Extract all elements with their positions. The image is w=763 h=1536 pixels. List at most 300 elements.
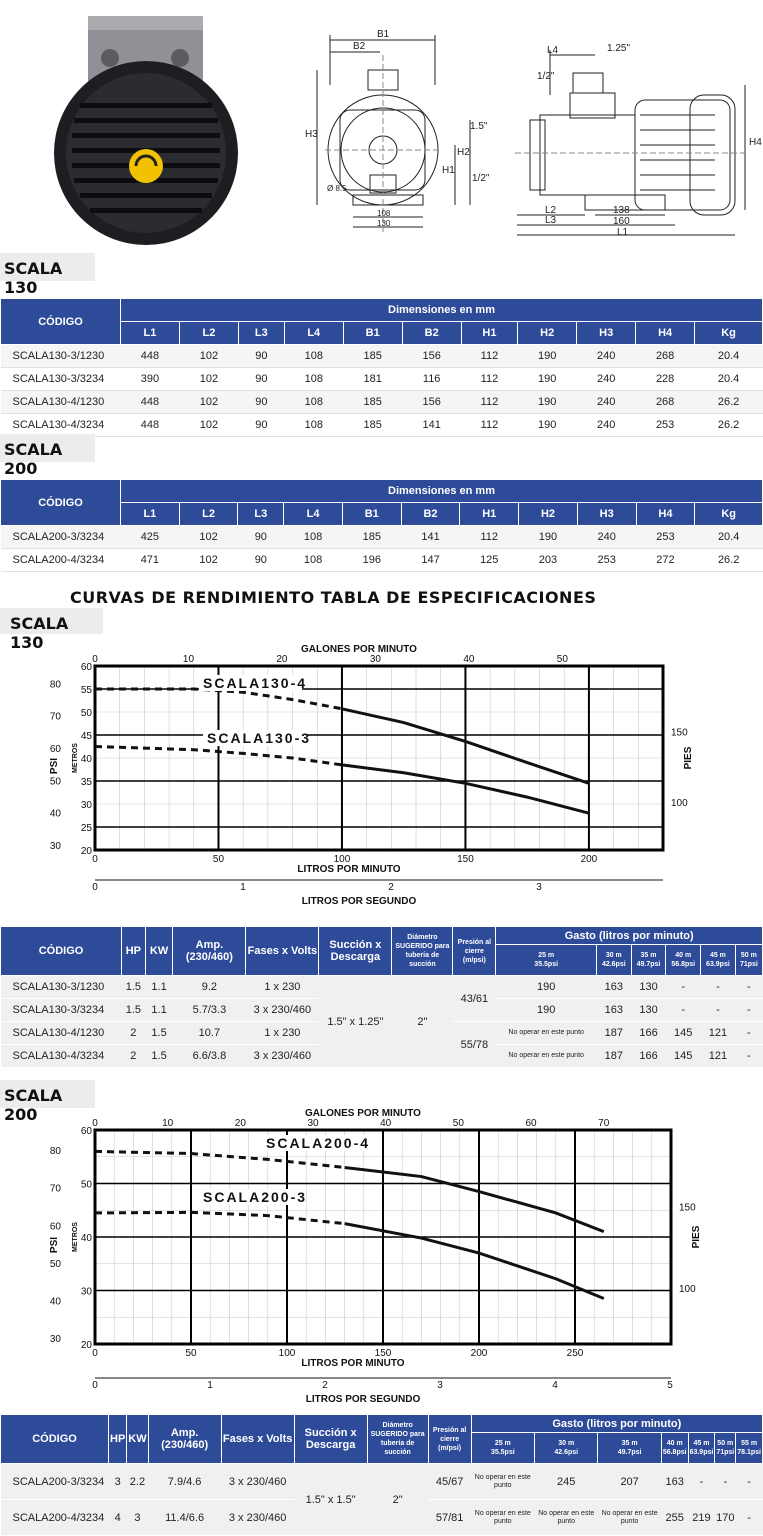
- row-kw: 2.2: [127, 1464, 148, 1500]
- spec200-fases-header: Fases x Volts: [221, 1415, 294, 1464]
- row-presion: 43/61: [453, 976, 496, 1022]
- series-label: SCALA130-4: [203, 675, 308, 691]
- row-gasto: 130: [631, 976, 666, 999]
- gpm-tick-label: 50: [556, 654, 568, 665]
- dim130-col-h2: H2: [518, 322, 577, 345]
- x-tick-label: 150: [374, 1348, 392, 1359]
- row-value: 240: [577, 526, 636, 549]
- gasto-col-meters: 55 m: [741, 1440, 758, 1447]
- row-value: 185: [343, 345, 402, 368]
- row-value: 102: [179, 391, 238, 414]
- row-value: 102: [179, 368, 238, 391]
- dim130-col-h3: H3: [577, 322, 636, 345]
- row-gasto: No operar en este punto: [598, 1500, 661, 1536]
- row-value: 112: [461, 368, 518, 391]
- spec200-gasto-col: [598, 1433, 661, 1464]
- row-presion: 57/81: [428, 1500, 471, 1536]
- spec130-presion-header: Presión al cierre (m/psi): [453, 927, 496, 976]
- row-gasto: 190: [496, 976, 597, 999]
- lps-tick-label: 3: [536, 882, 542, 893]
- row-value: 185: [343, 391, 402, 414]
- row-kw: 3: [127, 1500, 148, 1536]
- dim130-col-h1: H1: [461, 322, 518, 345]
- metros-tick-label: 25: [80, 823, 92, 834]
- lps-axis-label: LITROS POR SEGUNDO: [301, 896, 417, 907]
- series-label: SCALA130-3: [207, 730, 312, 746]
- dim200-col-l1: L1: [121, 503, 180, 526]
- series-line-dashed: [95, 1212, 345, 1223]
- dim-d85-label: Ø 8.5: [327, 184, 347, 193]
- gasto-col-psi: 42.6psi: [601, 961, 626, 968]
- spec200-gasto-col: [736, 1433, 763, 1464]
- metros-tick-label: 45: [80, 731, 92, 742]
- gpm-tick-label: 40: [463, 654, 475, 665]
- spec200-kw-header: KW: [127, 1415, 148, 1464]
- row-gasto: -: [735, 999, 762, 1022]
- dim200-col-l3: L3: [238, 503, 284, 526]
- row-value: 90: [238, 549, 284, 572]
- table-row: [1, 368, 763, 391]
- spec130-gasto-col: [666, 945, 701, 976]
- row-value: 108: [284, 526, 343, 549]
- gasto-col-meters: 35 m: [621, 1440, 638, 1447]
- spec200-gasto-col: [535, 1433, 598, 1464]
- row-value: 108: [284, 345, 343, 368]
- row-code: SCALA200-4/3234: [1, 549, 121, 572]
- lps-tick-label: 0: [92, 882, 98, 893]
- row-value: 425: [121, 526, 180, 549]
- metros-tick-label: 40: [80, 754, 92, 765]
- series-label: SCALA200-4: [266, 1135, 371, 1151]
- row-code: SCALA200-3/3234: [1, 1464, 109, 1500]
- gasto-col-psi: 49.7psi: [636, 961, 661, 968]
- row-value: 390: [121, 368, 180, 391]
- row-value: 253: [636, 414, 695, 437]
- psi-tick-label: 40: [49, 808, 61, 820]
- gasto-col-psi: 71psi: [716, 1449, 735, 1456]
- psi-axis-label: PSI: [49, 757, 60, 775]
- lps-axis-label: LITROS POR SEGUNDO: [305, 1394, 421, 1405]
- row-code: SCALA130-4/3234: [1, 1045, 122, 1068]
- x-tick-label: 50: [212, 854, 225, 865]
- row-gasto: 121: [701, 1045, 736, 1068]
- row-gasto: -: [701, 999, 736, 1022]
- psi-tick-label: 50: [49, 1258, 61, 1270]
- row-amp: 11.4/6.6: [148, 1500, 221, 1536]
- gasto-col-meters: 35 m: [640, 952, 657, 959]
- row-code: SCALA130-3/1230: [1, 976, 122, 999]
- gasto-col-meters: 40 m: [675, 952, 692, 959]
- row-value: 156: [402, 345, 461, 368]
- x-axis-label: LITROS POR MINUTO: [301, 1358, 405, 1369]
- gpm-tick-label: 40: [380, 1118, 392, 1129]
- lps-tick-label: 5: [667, 1380, 673, 1391]
- row-gasto: 145: [666, 1045, 701, 1068]
- row-kw: 1.5: [145, 1045, 173, 1068]
- row-fases: 3 x 230/460: [246, 999, 319, 1022]
- gasto-col-psi: 71psi: [739, 961, 758, 968]
- row-value: 26.2: [695, 391, 763, 414]
- row-value: 240: [577, 391, 636, 414]
- row-value: 240: [577, 345, 636, 368]
- gasto-col-psi: 56.8psi: [662, 1449, 687, 1456]
- table-row: [1, 391, 763, 414]
- metros-tick-label: 20: [80, 1340, 92, 1351]
- row-gasto: 121: [701, 1022, 736, 1045]
- row-fases: 3 x 230/460: [221, 1500, 294, 1536]
- spec200-code-header: CÓDIGO: [1, 1415, 109, 1464]
- dim-125-label: 1.25": [607, 43, 631, 54]
- row-value: 102: [179, 414, 238, 437]
- row-value: 112: [461, 345, 518, 368]
- row-value: 90: [238, 391, 284, 414]
- gasto-col-meters: 25 m: [494, 1440, 511, 1447]
- row-gasto: 245: [535, 1464, 598, 1500]
- psi-tick-label: 30: [49, 1334, 61, 1346]
- row-gasto: No operar en este punto: [496, 1045, 597, 1068]
- row-value: 112: [461, 414, 518, 437]
- gasto-col-psi: 49.7psi: [617, 1449, 642, 1456]
- dim200-col-l2: L2: [179, 503, 238, 526]
- table-row: [1, 526, 763, 549]
- row-amp: 5.7/3.3: [173, 999, 246, 1022]
- scala130-tab: SCALA 130: [0, 253, 95, 281]
- metros-tick-label: 20: [80, 846, 92, 857]
- spec200-gasto-col: [471, 1433, 534, 1464]
- spec200-presion-header: Presión al cierre (m/psi): [428, 1415, 471, 1464]
- row-kw: 1.1: [145, 999, 173, 1022]
- pies-tick-label: 100: [671, 797, 688, 809]
- metros-tick-label: 30: [80, 1286, 92, 1298]
- curves130-tab: SCALA 130: [0, 608, 103, 634]
- gasto-col-meters: 45 m: [709, 952, 726, 959]
- row-presion: 45/67: [428, 1464, 471, 1500]
- dimension-drawing: [295, 25, 760, 250]
- spec130-kw-header: KW: [145, 927, 173, 976]
- dim200-col-kg: Kg: [695, 503, 763, 526]
- table-row: [1, 549, 763, 572]
- row-gasto: 255: [661, 1500, 688, 1536]
- pies-tick-label: 100: [679, 1283, 696, 1295]
- row-fases: 3 x 230/460: [246, 1045, 319, 1068]
- x-tick-label: 100: [278, 1348, 296, 1359]
- gasto-col-meters: 30 m: [558, 1440, 575, 1447]
- row-value: 112: [461, 391, 518, 414]
- dim-b2-label: B2: [353, 41, 366, 52]
- spec130-gasto-col: [701, 945, 736, 976]
- table-row: [1, 414, 763, 437]
- spec130-amp-header: Amp. (230/460): [173, 927, 246, 976]
- row-value: 102: [179, 526, 238, 549]
- row-value: 90: [238, 526, 284, 549]
- row-gasto: 170: [715, 1500, 736, 1536]
- gasto-col-meters: 40 m: [666, 1440, 683, 1447]
- row-value: 190: [518, 414, 577, 437]
- spec130-hp-header: HP: [122, 927, 146, 976]
- row-value: 141: [401, 526, 460, 549]
- psi-axis-label: PSI: [49, 1236, 60, 1254]
- row-value: 190: [519, 526, 578, 549]
- row-kw: 1.1: [145, 976, 173, 999]
- dim-l3-label: L3: [545, 215, 557, 226]
- dim-b1-label: B1: [377, 29, 390, 40]
- row-gasto: 207: [598, 1464, 661, 1500]
- psi-tick-label: 40: [49, 1296, 61, 1308]
- curves-heading: CURVAS DE RENDIMIENTO TABLA DE ESPECIFICACIONES: [70, 588, 597, 607]
- row-kw: 1.5: [145, 1022, 173, 1045]
- row-gasto: -: [735, 1022, 762, 1045]
- dim200-col-b2: B2: [401, 503, 460, 526]
- row-value: 448: [121, 345, 180, 368]
- dim200-col-l4: L4: [284, 503, 343, 526]
- row-value: 203: [519, 549, 578, 572]
- row-succion: 1.5" x 1.25": [319, 976, 392, 1068]
- spec200-gasto-col: [715, 1433, 736, 1464]
- row-value: 26.2: [695, 549, 763, 572]
- row-gasto: 130: [631, 999, 666, 1022]
- dim200-col-h1: H1: [460, 503, 519, 526]
- scala130-dimensions-table: [0, 298, 763, 437]
- pies-tick-label: 150: [679, 1202, 696, 1214]
- gpm-tick-label: 10: [182, 654, 195, 665]
- lps-tick-label: 2: [388, 882, 394, 893]
- row-value: 102: [179, 345, 238, 368]
- pies-axis-label: PIES: [683, 746, 694, 770]
- gasto-col-meters: 50 m: [717, 1440, 734, 1447]
- table-row: [1, 1464, 763, 1500]
- metros-tick-label: 40: [80, 1233, 92, 1244]
- spec200-amp-header: Amp. (230/460): [148, 1415, 221, 1464]
- row-gasto: -: [715, 1464, 736, 1500]
- spec200-diametro-header: Diámetro SUGERIDO para tubería de succión: [367, 1415, 428, 1464]
- lps-tick-label: 1: [207, 1380, 213, 1391]
- row-value: 102: [179, 549, 238, 572]
- gasto-col-psi: 35.5psi: [490, 1449, 515, 1456]
- dim-h2-label: H2: [457, 147, 470, 158]
- gpm-tick-label: 60: [525, 1118, 537, 1129]
- metros-tick-label: 55: [80, 685, 92, 696]
- dim-108-label: 108: [377, 209, 391, 218]
- row-value: 156: [402, 391, 461, 414]
- gasto-col-meters: 25 m: [538, 952, 555, 959]
- scala130-performance-chart: [0, 636, 763, 906]
- row-value: 185: [342, 526, 401, 549]
- dim130-col-l1: L1: [121, 322, 180, 345]
- dim-138-label: 138: [613, 205, 630, 216]
- dim130-col-b1: B1: [343, 322, 402, 345]
- spec130-gasto-col: [735, 945, 762, 976]
- spec130-gasto-col: [631, 945, 666, 976]
- row-hp: 3: [109, 1464, 127, 1500]
- x-tick-label: 150: [457, 854, 474, 865]
- row-succion: 1.5" x 1.5": [294, 1464, 367, 1536]
- row-gasto: 163: [661, 1464, 688, 1500]
- x-axis-label: LITROS POR MINUTO: [297, 864, 401, 875]
- spec200-gasto-header: Gasto (litros por minuto): [471, 1415, 762, 1433]
- row-value: 185: [343, 414, 402, 437]
- row-amp: 9.2: [173, 976, 246, 999]
- row-gasto: -: [736, 1464, 763, 1500]
- gasto-col-meters: 45 m: [693, 1440, 710, 1447]
- row-value: 20.4: [695, 345, 763, 368]
- metros-axis-label: METROS: [72, 1222, 79, 1252]
- row-hp: 2: [122, 1045, 146, 1068]
- dim200-col-h4: H4: [636, 503, 695, 526]
- series-line-dashed: [95, 1151, 345, 1167]
- series-label: SCALA200-3: [203, 1189, 308, 1205]
- scala200-spec-table: [0, 1414, 763, 1536]
- dim200-dimensions-header: Dimensiones en mm: [121, 480, 763, 503]
- spec200-succion-header: Succión x Descarga: [294, 1415, 367, 1464]
- gasto-col-psi: 42.6psi: [554, 1449, 579, 1456]
- row-gasto: 163: [596, 976, 631, 999]
- dim130-col-l2: L2: [179, 322, 238, 345]
- gpm-axis-label: GALONES POR MINUTO: [301, 644, 417, 655]
- table-row: [1, 345, 763, 368]
- row-value: 90: [238, 345, 284, 368]
- spec130-gasto-col: [496, 945, 597, 976]
- row-hp: 2: [122, 1022, 146, 1045]
- metros-tick-label: 60: [80, 1126, 92, 1137]
- row-value: 141: [402, 414, 461, 437]
- psi-tick-label: 30: [49, 840, 61, 852]
- pies-axis-label: PIES: [691, 1225, 702, 1249]
- row-gasto: No operar en este punto: [535, 1500, 598, 1536]
- row-gasto: No operar en este punto: [496, 1022, 597, 1045]
- spec130-diametro-header: Diámetro SUGERIDO para tubería de succión: [392, 927, 453, 976]
- row-gasto: -: [666, 976, 701, 999]
- spec200-gasto-col: [688, 1433, 715, 1464]
- dim-l4-label: L4: [547, 45, 559, 56]
- x-tick-label: 0: [92, 854, 98, 865]
- scala200-dimensions-table: [0, 479, 763, 572]
- row-diametro: 2": [367, 1464, 428, 1536]
- gasto-col-psi: 63.9psi: [689, 1449, 714, 1456]
- dim-h1-label: H1: [442, 165, 455, 176]
- dim200-col-b1: B1: [342, 503, 401, 526]
- metros-tick-label: 60: [80, 662, 92, 673]
- psi-tick-label: 70: [49, 711, 61, 723]
- metros-tick-label: 35: [80, 777, 92, 788]
- row-gasto: 187: [596, 1022, 631, 1045]
- spec130-gasto-col: [596, 945, 631, 976]
- metros-tick-label: 30: [80, 800, 92, 811]
- scala200-performance-chart: [0, 1100, 763, 1405]
- dim-half-top-label: 1/2": [537, 71, 555, 82]
- gasto-col-psi: 56.8psi: [671, 961, 696, 968]
- x-tick-label: 100: [333, 854, 351, 865]
- dim-l1-label: L1: [617, 227, 629, 238]
- lps-tick-label: 0: [92, 1380, 98, 1391]
- table-row: [1, 976, 763, 999]
- dim130-col-b2: B2: [402, 322, 461, 345]
- row-gasto: -: [701, 976, 736, 999]
- row-gasto: No operar en este punto: [471, 1500, 534, 1536]
- row-value: 147: [401, 549, 460, 572]
- x-tick-label: 200: [580, 854, 598, 865]
- row-value: 90: [238, 414, 284, 437]
- gpm-tick-label: 20: [234, 1118, 246, 1129]
- row-value: 268: [636, 345, 695, 368]
- row-fases: 1 x 230: [246, 976, 319, 999]
- gpm-tick-label: 20: [276, 654, 288, 665]
- row-code: SCALA130-4/1230: [1, 1022, 122, 1045]
- row-code: SCALA130-3/1230: [1, 345, 121, 368]
- row-value: 26.2: [695, 414, 763, 437]
- row-value: 448: [121, 391, 180, 414]
- row-code: SCALA200-4/3234: [1, 1500, 109, 1536]
- lps-tick-label: 2: [322, 1380, 328, 1391]
- psi-tick-label: 80: [49, 679, 61, 691]
- spec130-fases-header: Fases x Volts: [246, 927, 319, 976]
- psi-tick-label: 70: [49, 1183, 61, 1195]
- row-gasto: 166: [631, 1022, 666, 1045]
- spec130-succion-header: Succión x Descarga: [319, 927, 392, 976]
- x-tick-label: 0: [92, 1348, 98, 1359]
- row-value: 253: [636, 526, 695, 549]
- row-value: 112: [460, 526, 519, 549]
- row-value: 190: [518, 345, 577, 368]
- metros-axis-label: METROS: [72, 743, 79, 773]
- gpm-tick-label: 10: [162, 1118, 174, 1129]
- row-value: 90: [238, 368, 284, 391]
- dim130-col-l4: L4: [284, 322, 343, 345]
- row-value: 268: [636, 391, 695, 414]
- row-code: SCALA130-4/3234: [1, 414, 121, 437]
- dim-l2-label: L2: [545, 205, 557, 216]
- row-gasto: 190: [496, 999, 597, 1022]
- gasto-col-psi: 63.9psi: [706, 961, 730, 968]
- row-value: 108: [284, 549, 343, 572]
- dim130-dimensions-header: Dimensiones en mm: [121, 299, 763, 322]
- gasto-col-meters: 30 m: [605, 952, 622, 959]
- row-diametro: 2": [392, 976, 453, 1068]
- row-value: 190: [518, 391, 577, 414]
- row-amp: 7.9/4.6: [148, 1464, 221, 1500]
- row-value: 228: [636, 368, 695, 391]
- row-value: 190: [518, 368, 577, 391]
- row-gasto: 145: [666, 1022, 701, 1045]
- row-gasto: 163: [596, 999, 631, 1022]
- dim-160-label: 160: [613, 216, 630, 227]
- pies-tick-label: 150: [671, 727, 688, 739]
- dim-130-label: 130: [377, 219, 391, 228]
- gasto-col-meters: 50 m: [740, 952, 757, 959]
- scala200-tab: SCALA 200: [0, 434, 95, 462]
- row-fases: 3 x 230/460: [221, 1464, 294, 1500]
- row-gasto: 187: [596, 1045, 631, 1068]
- row-presion: 55/78: [453, 1022, 496, 1068]
- row-value: 108: [284, 368, 343, 391]
- dim-h4-label: H4: [749, 137, 762, 148]
- dim130-col-kg: Kg: [695, 322, 763, 345]
- gpm-tick-label: 30: [369, 654, 381, 665]
- row-value: 108: [284, 391, 343, 414]
- gpm-tick-label: 30: [307, 1118, 319, 1129]
- dim-h3-label: H3: [305, 129, 318, 140]
- row-gasto: -: [688, 1464, 715, 1500]
- row-value: 253: [577, 549, 636, 572]
- dim130-col-h4: H4: [636, 322, 695, 345]
- scala130-spec-table: [0, 926, 763, 1068]
- dim200-col-h2: H2: [519, 503, 578, 526]
- row-amp: 10.7: [173, 1022, 246, 1045]
- row-value: 240: [577, 414, 636, 437]
- row-code: SCALA200-3/3234: [1, 526, 121, 549]
- row-hp: 1.5: [122, 999, 146, 1022]
- row-value: 125: [460, 549, 519, 572]
- gpm-tick-label: 0: [92, 1118, 98, 1129]
